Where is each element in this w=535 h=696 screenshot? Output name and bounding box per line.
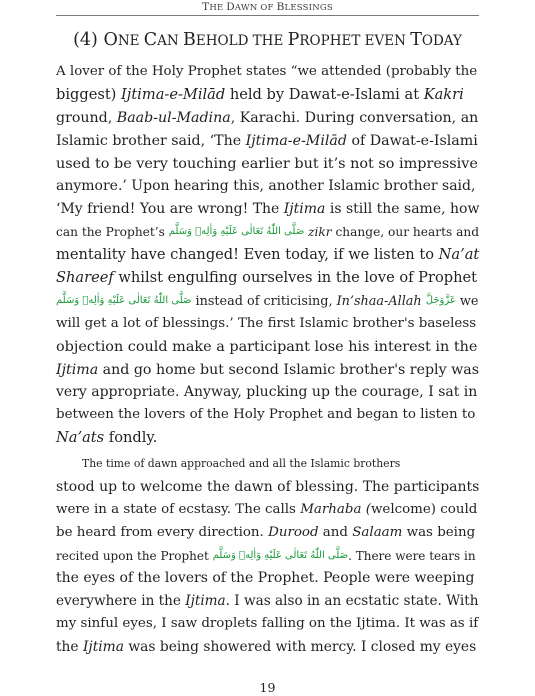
p2-line-1: The time of dawn approached and all the Islamic brothers <box>82 457 401 470</box>
p1-line-6: anymore.’ Upon hearing this, another Islamic brother said, <box>56 178 476 195</box>
p1-line-9: mentality have changed! Even today, if we listen to Na’at <box>56 246 480 264</box>
p1-line-1: A lover of the Holy Prophet states “we attended (probably the <box>56 64 478 79</box>
p1-line-5: used to be very touching earlier but it’s not so impressive <box>56 155 478 172</box>
p1-line-13: objection could make a participant lose his interest in the <box>56 338 478 355</box>
p1-line-16: between the lovers of the Holy Prophet and began to listen to <box>56 407 476 423</box>
p1-line-15: very appropriate. Anyway, plucking up the courage, I sat in <box>56 384 478 401</box>
p1-line-4: Islamic brother said, ‘The Ijtima-e-Milād of Dawat-e-Islami <box>56 132 478 149</box>
p2-line-6: the eyes of the lovers of the Prophet. People were weeping <box>56 570 475 587</box>
p2-line-5: recited upon the Prophet صَلَّى اللّٰهُ تَعَالٰى عَلَيْهِ وَاٰلِهٖ وَسَلَّم. There were tears in <box>56 545 479 568</box>
p1-line-12: will get a lot of blessings.’ The first Islamic brother's baseless <box>56 315 477 331</box>
p2-line-4: be heard from every direction. Durood and Salaam was being <box>56 524 476 540</box>
p1-line-2: biggest) Ijtima-e-Milād held by Dawat-e-Islami at Kakri <box>56 85 464 103</box>
paragraph-1 <box>56 61 479 450</box>
p1-line-8: can the Prophet’s صَلَّى اللّٰهُ تَعَالٰى عَلَيْهِ وَاٰلِهٖ وَسَلَّم zikr change, our hearts and <box>56 221 479 244</box>
p2-line-3: were in a state of ecstasy. The calls Marhaba (welcome) could <box>56 501 478 517</box>
p1-line-10: Shareef whilst engulfing ourselves in the love of Prophet <box>56 269 477 287</box>
p1-line-11: صَلَّى اللّٰهُ تَعَالٰى عَلَيْهِ وَاٰلِهٖ وَسَلَّم instead of criticising, In’shaa-Allah عَزَّوَجَلَّ we <box>56 290 479 313</box>
salutation-prophet-2: صَلَّى اللّٰهُ تَعَالٰى عَلَيْهِ وَاٰلِهٖ وَسَلَّم <box>56 294 192 306</box>
paragraph-2 <box>56 453 479 659</box>
p1-line-14: Ijtima and go home but second Islamic brother's reply was <box>56 361 479 378</box>
salutation-allah: عَزَّوَجَلَّ <box>425 294 456 306</box>
p2-line-2: stood up to welcome the dawn of blessing. The participants <box>56 478 480 495</box>
p2-line-9: the Ijtima was being showered with mercy. I closed my eyes <box>56 639 477 656</box>
salutation-prophet-3: صَلَّى اللّٰهُ تَعَالٰى عَلَيْهِ وَاٰلِهٖ وَسَلَّم <box>212 549 349 561</box>
p1-line-3: ground, Baab-ul-Madina, Karachi. During conversation, an <box>56 109 479 126</box>
salutation-prophet-1: صَلَّى اللّٰهُ تَعَالٰى عَلَيْهِ وَاٰلِهٖ وَسَلَّم <box>168 226 305 238</box>
running-head: THE DAWN OF BLESSINGS <box>202 1 333 13</box>
p2-line-7: everywhere in the Ijtima. I was also in an ecstatic state. With <box>56 593 479 610</box>
section-heading: (4) ONE CAN BEHOLD THE PROPHET EVEN TODAY <box>73 30 462 50</box>
page-number: 19 <box>259 680 276 695</box>
p2-line-8: my sinful eyes, I saw droplets falling on the Ijtima. It was as if <box>56 616 479 632</box>
p1-line-7: ‘My friend! You are wrong! The Ijtima is still the same, how <box>56 201 480 218</box>
p1-line-17: Na’ats fondly. <box>56 429 158 447</box>
header-rule <box>56 15 479 16</box>
